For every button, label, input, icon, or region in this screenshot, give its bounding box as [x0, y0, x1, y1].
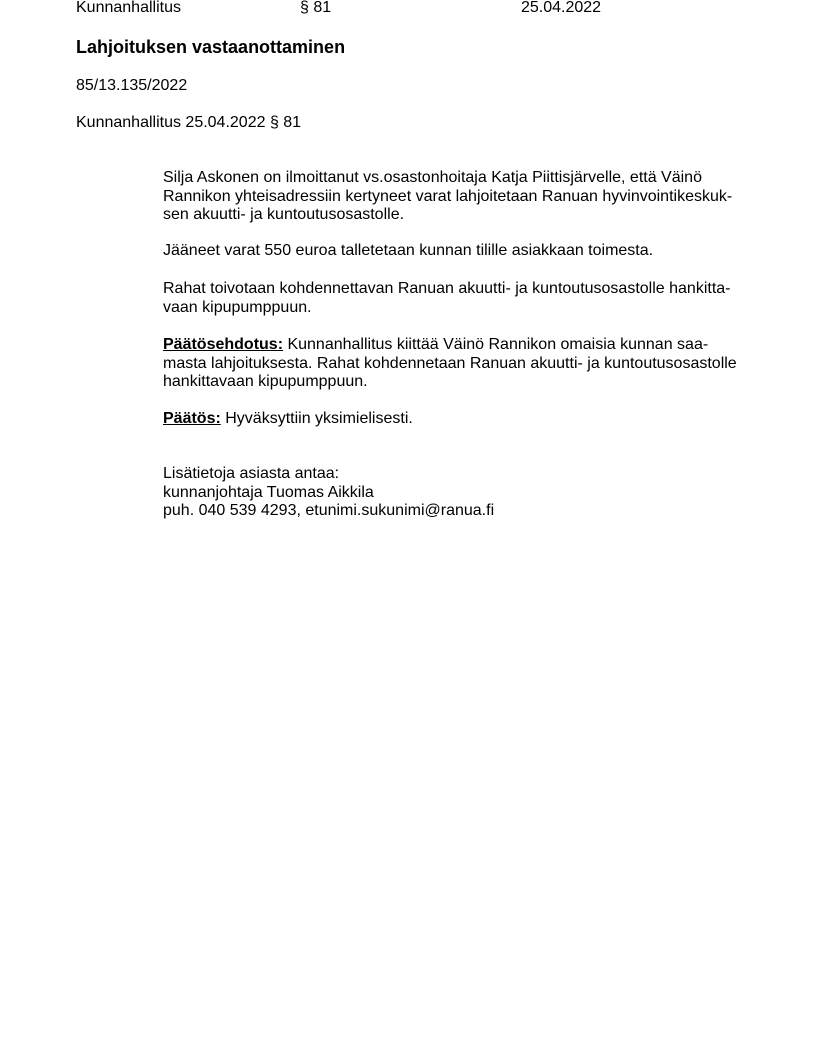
contact-info — [163, 465, 763, 521]
paragraph-line: vaan kipupumppuun. — [163, 298, 312, 316]
proposal-line: masta lahjoituksesta. Rahat kohdennetaan Ranuan akuutti- ja kuntoutusosastolle — [163, 354, 737, 372]
contact-line: Lisätietoja asiasta antaa: — [163, 465, 340, 482]
header-section: § 81 — [300, 0, 332, 16]
decision-section — [163, 410, 763, 429]
paragraph-background — [163, 169, 763, 225]
proposal-text: Kunnanhallitus kiittää Väinö Rannikon omaisia kunnan saa- — [283, 336, 709, 353]
header-organ: Kunnanhallitus — [76, 0, 181, 16]
meeting-reference: Kunnanhallitus 25.04.2022 § 81 — [76, 114, 302, 131]
paragraph-allocation-wish — [163, 280, 763, 317]
paragraph-line: Jääneet varat 550 euroa talletetaan kunnan tilille asiakkaan toimesta. — [163, 242, 654, 259]
paragraph-line: Rahat toivotaan kohdennettavan Ranuan akuutti- ja kuntoutusosastolle hankitta- — [163, 280, 731, 297]
decision-text: Hyväksyttiin yksimielisesti. — [220, 410, 413, 427]
contact-line: kunnanjohtaja Tuomas Aikkila — [163, 483, 374, 501]
proposal-line: hankittavaan kipupumppuun. — [163, 373, 368, 391]
paragraph-line: Silja Askonen on ilmoittanut vs.osastonhoitaja Katja Piittisjärvelle, että Väinö — [163, 169, 702, 186]
proposal-label: Päätösehdotus: — [163, 336, 284, 353]
page-title: Lahjoituksen vastaanottaminen — [76, 37, 346, 57]
paragraph-line: sen akuutti- ja kuntoutusosastolle. — [163, 206, 405, 224]
header-date: 25.04.2022 — [521, 0, 602, 16]
proposal-section — [163, 336, 763, 392]
contact-line: puh. 040 539 4293, etunimi.sukunimi@ranua.fi — [163, 502, 495, 520]
decision-label: Päätös: — [163, 410, 221, 427]
diary-number: 85/13.135/2022 — [76, 77, 188, 94]
paragraph-remaining-funds — [163, 242, 763, 261]
paragraph-line: Rannikon yhteisadressiin kertyneet varat lahjoitetaan Ranuan hyvinvointikeskuk- — [163, 187, 733, 205]
